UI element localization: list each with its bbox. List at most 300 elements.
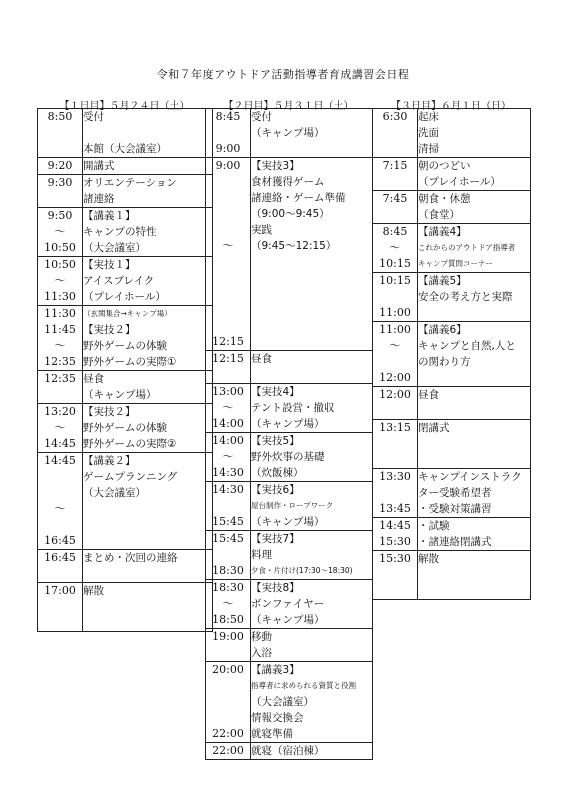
time-line: ～ (54, 225, 66, 238)
day-1-schedule-table (37, 108, 213, 632)
time-line (373, 403, 417, 419)
time-line: 7:15 (382, 159, 408, 172)
time-line (373, 207, 417, 223)
time-line: 12:15 (212, 352, 244, 365)
content-line: （玄関集合→キャンプ場） (83, 309, 172, 318)
content-cell (418, 158, 531, 191)
schedule-row (206, 158, 373, 351)
content-line: （9:45～12:15） (251, 240, 337, 252)
time-line: 19:00 (212, 630, 244, 643)
time-line (206, 190, 250, 206)
time-line: 14:30 (212, 466, 244, 479)
time-line (38, 125, 82, 141)
document-title: 令和７年度アウトドア活動指導者育成講習会日程 (156, 68, 410, 81)
time-line (206, 318, 250, 334)
time-line (38, 517, 82, 533)
time-cell (373, 387, 418, 420)
content-cell (418, 420, 531, 469)
time-cell (373, 551, 418, 600)
content-line: 情報交換会 (251, 712, 304, 724)
time-line: ～ (222, 597, 234, 610)
content-line: 諸連絡・ゲーム準備 (251, 192, 346, 204)
time-line: 10:15 (379, 274, 411, 287)
time-line: 11:00 (379, 323, 411, 336)
schedule-row (38, 158, 213, 175)
time-line: ～ (54, 274, 66, 287)
content-line (418, 452, 530, 468)
time-line: 10:15 (379, 257, 411, 270)
time-cell (38, 371, 83, 404)
time-line: 20:00 (212, 663, 244, 676)
time-cell (38, 583, 83, 632)
time-line: 14:30 (212, 483, 244, 496)
time-line (38, 485, 82, 501)
content-line: 夕食・片付け(17:30～18:30) (251, 566, 353, 575)
time-line: 10:50 (44, 258, 76, 271)
content-line: 【講義5】 (418, 275, 467, 287)
content-line: 昼食 (251, 353, 272, 365)
content-line (418, 403, 530, 419)
content-line: キャンプと自然,人と (418, 340, 516, 352)
time-line: 14:45 (44, 454, 76, 467)
content-line: 実践 (251, 224, 272, 236)
time-line (206, 678, 250, 694)
time-line: 12:00 (379, 371, 411, 384)
time-line: 6:30 (382, 110, 408, 123)
time-line: 16:45 (44, 551, 76, 564)
time-cell (206, 158, 251, 351)
content-line: 【実技7】 (251, 533, 300, 545)
content-line: （キャンプ場） (83, 389, 157, 401)
time-line (38, 615, 82, 631)
content-line: 洗面 (418, 127, 439, 139)
content-line (418, 567, 530, 583)
schedule-row (38, 306, 213, 371)
time-line: 18:50 (212, 613, 244, 626)
content-line: （大会議室） (83, 487, 146, 499)
schedule-row (373, 387, 531, 420)
content-line: 安全の考え方と実際 (418, 291, 513, 303)
time-line (206, 222, 250, 238)
schedule-row (373, 191, 531, 224)
content-line: 就寝（宿泊棟） (251, 745, 325, 757)
content-line: 解散 (83, 585, 104, 597)
time-line (206, 547, 250, 563)
time-cell (206, 662, 251, 743)
schedule-row (373, 551, 531, 600)
content-line (251, 286, 372, 302)
content-cell (83, 550, 213, 583)
time-line: 13:30 (379, 470, 411, 483)
time-line (206, 125, 250, 141)
content-line: ・試験 (418, 520, 450, 532)
content-line: 【実技5】 (251, 435, 300, 447)
content-line: 野外ゲームの体験 (83, 340, 167, 352)
content-line (251, 318, 372, 334)
time-line: 14:00 (212, 434, 244, 447)
content-line: アイスブレイク (83, 275, 155, 287)
time-line: 12:15 (212, 335, 244, 348)
content-cell (83, 404, 213, 453)
time-line: ～ (222, 239, 234, 252)
time-line: 17:00 (44, 584, 76, 597)
content-line: （キャンプ場） (251, 516, 325, 528)
time-line: 14:45 (44, 437, 76, 450)
schedule-row (38, 550, 213, 583)
content-cell (251, 109, 373, 158)
content-line: ゲームプランニング (83, 471, 178, 483)
content-cell (251, 743, 373, 760)
content-line: 指導者に求められる資質と役割 (251, 681, 356, 690)
schedule-row (206, 629, 373, 662)
content-line: 【実技4】 (251, 386, 300, 398)
time-line (206, 254, 250, 270)
content-line (251, 367, 372, 383)
content-line: キャンプ質問コーナー (418, 259, 493, 268)
schedule-row (38, 371, 213, 404)
content-line: 移動 (251, 631, 272, 643)
content-line (251, 254, 372, 270)
time-cell (38, 175, 83, 208)
content-line: 食材獲得ゲーム (251, 176, 325, 188)
time-cell (38, 453, 83, 550)
content-line (83, 615, 212, 631)
content-line: 朝のつどい (418, 160, 471, 172)
time-line: 10:50 (44, 241, 76, 254)
content-line: 野外炊事の基礎 (251, 451, 325, 463)
content-line: キャンプインストラク (418, 471, 522, 483)
content-cell (418, 224, 531, 273)
content-line: 料理 (251, 549, 272, 561)
time-line: 9:00 (215, 142, 241, 155)
schedule-row (373, 273, 531, 322)
time-cell (373, 322, 418, 387)
content-line: （食堂） (418, 209, 460, 221)
content-line: （炊飯棟） (251, 467, 304, 479)
content-line: 屋台制作・ロープワーク (251, 501, 334, 510)
schedule-row (206, 580, 373, 629)
time-line (373, 436, 417, 452)
time-line (373, 567, 417, 583)
time-cell (38, 257, 83, 306)
content-line: 受付 (83, 111, 104, 123)
time-line: 15:45 (212, 515, 244, 528)
time-line: ～ (222, 450, 234, 463)
content-line: ボンファイヤー (251, 598, 325, 610)
schedule-row (206, 109, 373, 158)
content-cell (418, 191, 531, 224)
time-line (373, 452, 417, 468)
content-line (83, 599, 212, 615)
schedule-row (206, 351, 373, 384)
content-cell (418, 469, 531, 518)
content-line: 【実技3】 (251, 160, 300, 172)
content-line: 【実技２】 (83, 324, 136, 336)
time-line (38, 566, 82, 582)
content-cell (251, 482, 373, 531)
day-3-header: 【３日目】６月１日（日） (391, 101, 511, 112)
content-line: ター受験希望者 (418, 487, 492, 499)
content-line: 諸連絡 (83, 193, 115, 205)
time-cell (206, 580, 251, 629)
content-line (251, 302, 372, 318)
time-line: 11:30 (44, 307, 76, 320)
content-line (83, 125, 212, 141)
content-line: ・諸連絡閉講式 (418, 536, 492, 548)
content-line: 起床 (418, 111, 439, 123)
schedule-row (38, 109, 213, 158)
content-line (418, 305, 530, 321)
content-line: （大会議室） (83, 242, 146, 254)
time-line (206, 694, 250, 710)
time-line: ～ (389, 339, 401, 352)
time-line: 12:35 (44, 372, 76, 385)
content-cell (418, 322, 531, 387)
content-line (418, 370, 530, 386)
content-line: ・受験対策講習 (418, 503, 492, 515)
time-line: ～ (389, 241, 401, 254)
time-cell (373, 158, 418, 191)
content-line: （大会議室） (251, 696, 314, 708)
content-cell (251, 158, 373, 351)
content-cell (251, 433, 373, 482)
content-line: 昼食 (83, 373, 104, 385)
time-cell (373, 420, 418, 469)
content-line: 【講義6】 (418, 324, 467, 336)
time-line: 9:00 (215, 159, 241, 172)
content-cell (418, 551, 531, 600)
content-cell (251, 351, 373, 384)
time-cell (38, 109, 83, 158)
content-line: 野外ゲームの実際① (83, 356, 177, 368)
time-line (373, 141, 417, 157)
content-line: 受付 (251, 111, 272, 123)
content-cell (83, 371, 213, 404)
schedule-row (373, 518, 531, 551)
content-line: （9:00～9:45） (251, 208, 330, 220)
schedule-row (38, 453, 213, 550)
content-cell (418, 109, 531, 158)
time-cell (373, 191, 418, 224)
schedule-row (38, 208, 213, 257)
time-line (206, 367, 250, 383)
content-line (418, 436, 530, 452)
time-line: ～ (54, 502, 66, 515)
content-line (83, 566, 212, 582)
time-line: 9:20 (47, 159, 73, 172)
time-cell (38, 550, 83, 583)
time-cell (38, 404, 83, 453)
content-line: 野外ゲームの実際② (83, 438, 177, 450)
time-line: 15:30 (379, 535, 411, 548)
content-line: （キャンプ場） (251, 614, 325, 626)
time-line: 11:45 (44, 323, 76, 336)
time-cell (206, 531, 251, 580)
content-line: 【実技２】 (83, 406, 136, 418)
time-line: 13:45 (379, 502, 411, 515)
time-line (206, 710, 250, 726)
content-cell (251, 629, 373, 662)
content-cell (83, 208, 213, 257)
time-line: 11:30 (44, 290, 76, 303)
content-line: （キャンプ場） (251, 418, 325, 430)
schedule-row (373, 224, 531, 273)
time-line: 14:00 (212, 417, 244, 430)
day-1-header: 【１日目】５月２４日（土） (59, 101, 190, 112)
time-line (206, 286, 250, 302)
content-cell (83, 583, 213, 632)
content-cell (83, 306, 213, 371)
time-line (373, 125, 417, 141)
time-cell (373, 224, 418, 273)
content-line: 【講義4】 (418, 226, 467, 238)
content-cell (83, 158, 213, 175)
content-line: 就寝準備 (251, 728, 293, 740)
time-cell (373, 518, 418, 551)
day-3-schedule-table (372, 108, 531, 600)
schedule-row (38, 583, 213, 632)
time-cell (206, 384, 251, 433)
time-line (373, 174, 417, 190)
content-line (83, 501, 212, 517)
time-line (373, 354, 417, 370)
content-line (83, 533, 212, 549)
time-cell (38, 208, 83, 257)
time-line: 13:00 (212, 385, 244, 398)
content-line: 入浴 (251, 647, 272, 659)
schedule-row (38, 257, 213, 306)
content-cell (83, 109, 213, 158)
content-line: 【講義１】 (83, 210, 136, 222)
time-line (38, 141, 82, 157)
content-line: 開講式 (83, 160, 115, 172)
content-line: 本館（大会議室） (83, 143, 167, 155)
content-cell (418, 273, 531, 322)
time-cell (206, 109, 251, 158)
schedule-row (373, 420, 531, 469)
time-line: 15:45 (212, 532, 244, 545)
time-cell (206, 433, 251, 482)
time-line: 15:30 (379, 552, 411, 565)
content-line: テント設営・撤収 (251, 402, 335, 414)
content-line: 解散 (418, 553, 439, 565)
time-line (38, 191, 82, 207)
time-line (38, 469, 82, 485)
content-line: （プレイホール） (418, 176, 501, 188)
schedule-row (206, 384, 373, 433)
schedule-row (206, 482, 373, 531)
time-line: 9:50 (47, 209, 73, 222)
content-line (418, 583, 530, 599)
time-line: 7:45 (382, 192, 408, 205)
time-line (373, 485, 417, 501)
content-cell (251, 580, 373, 629)
time-line (206, 498, 250, 514)
time-line: 18:30 (212, 564, 244, 577)
schedule-row (206, 743, 373, 760)
content-cell (418, 387, 531, 420)
content-cell (83, 257, 213, 306)
time-line (373, 289, 417, 305)
time-line (206, 302, 250, 318)
content-line: 昼食 (418, 389, 439, 401)
time-line: 12:35 (44, 355, 76, 368)
time-line: 22:00 (212, 744, 244, 757)
time-line: 11:00 (379, 306, 411, 319)
time-line: ～ (54, 421, 66, 434)
content-cell (83, 175, 213, 208)
content-line: 【実技6】 (251, 484, 300, 496)
day-2-header: 【２日目】５月３１日（土） (223, 101, 354, 112)
content-cell (418, 518, 531, 551)
time-line (206, 270, 250, 286)
time-cell (206, 629, 251, 662)
time-line (206, 645, 250, 661)
content-line: 清掃 (418, 143, 439, 155)
content-line (251, 141, 372, 157)
time-line: 13:15 (379, 421, 411, 434)
time-line: 8:45 (215, 110, 241, 123)
content-line: 野外ゲームの体験 (83, 422, 167, 434)
schedule-row (373, 322, 531, 387)
day-2-schedule-table (205, 108, 373, 760)
time-line: 18:30 (212, 581, 244, 594)
content-cell (251, 662, 373, 743)
content-line: 朝食・休憩 (418, 193, 471, 205)
content-line (83, 517, 212, 533)
time-line (38, 387, 82, 403)
time-line: ～ (222, 401, 234, 414)
content-line: の関わり方 (418, 356, 471, 368)
content-line (251, 334, 372, 350)
time-line: 8:45 (382, 225, 408, 238)
content-line (251, 270, 372, 286)
schedule-row (206, 662, 373, 743)
time-cell (38, 158, 83, 175)
content-cell (251, 384, 373, 433)
time-line: 8:50 (47, 110, 73, 123)
time-line: 16:45 (44, 534, 76, 547)
time-cell (373, 273, 418, 322)
content-line: オリエンテーション (83, 177, 177, 189)
content-line: （キャンプ場） (251, 127, 325, 139)
content-line: 【講義２】 (83, 455, 136, 467)
schedule-row (373, 158, 531, 191)
time-line: 22:00 (212, 727, 244, 740)
time-cell (373, 469, 418, 518)
time-line: 9:30 (47, 176, 73, 189)
time-cell (373, 109, 418, 158)
time-line (206, 174, 250, 190)
time-line (38, 599, 82, 615)
time-line: 13:20 (44, 405, 76, 418)
content-line: 閉講式 (418, 422, 450, 434)
content-line: 【実技１】 (83, 259, 136, 271)
schedule-row (38, 175, 213, 208)
time-line (373, 583, 417, 599)
time-line: ～ (54, 339, 66, 352)
time-line (206, 206, 250, 222)
content-line: まとめ・次回の連絡 (83, 552, 178, 564)
content-cell (251, 531, 373, 580)
time-cell (206, 351, 251, 384)
content-line: 【実技8】 (251, 582, 300, 594)
time-cell (206, 482, 251, 531)
schedule-row (206, 433, 373, 482)
content-line: これからのアウトドア指導者 (418, 243, 516, 252)
schedule-row (373, 469, 531, 518)
content-line: 【講義3】 (251, 664, 300, 676)
